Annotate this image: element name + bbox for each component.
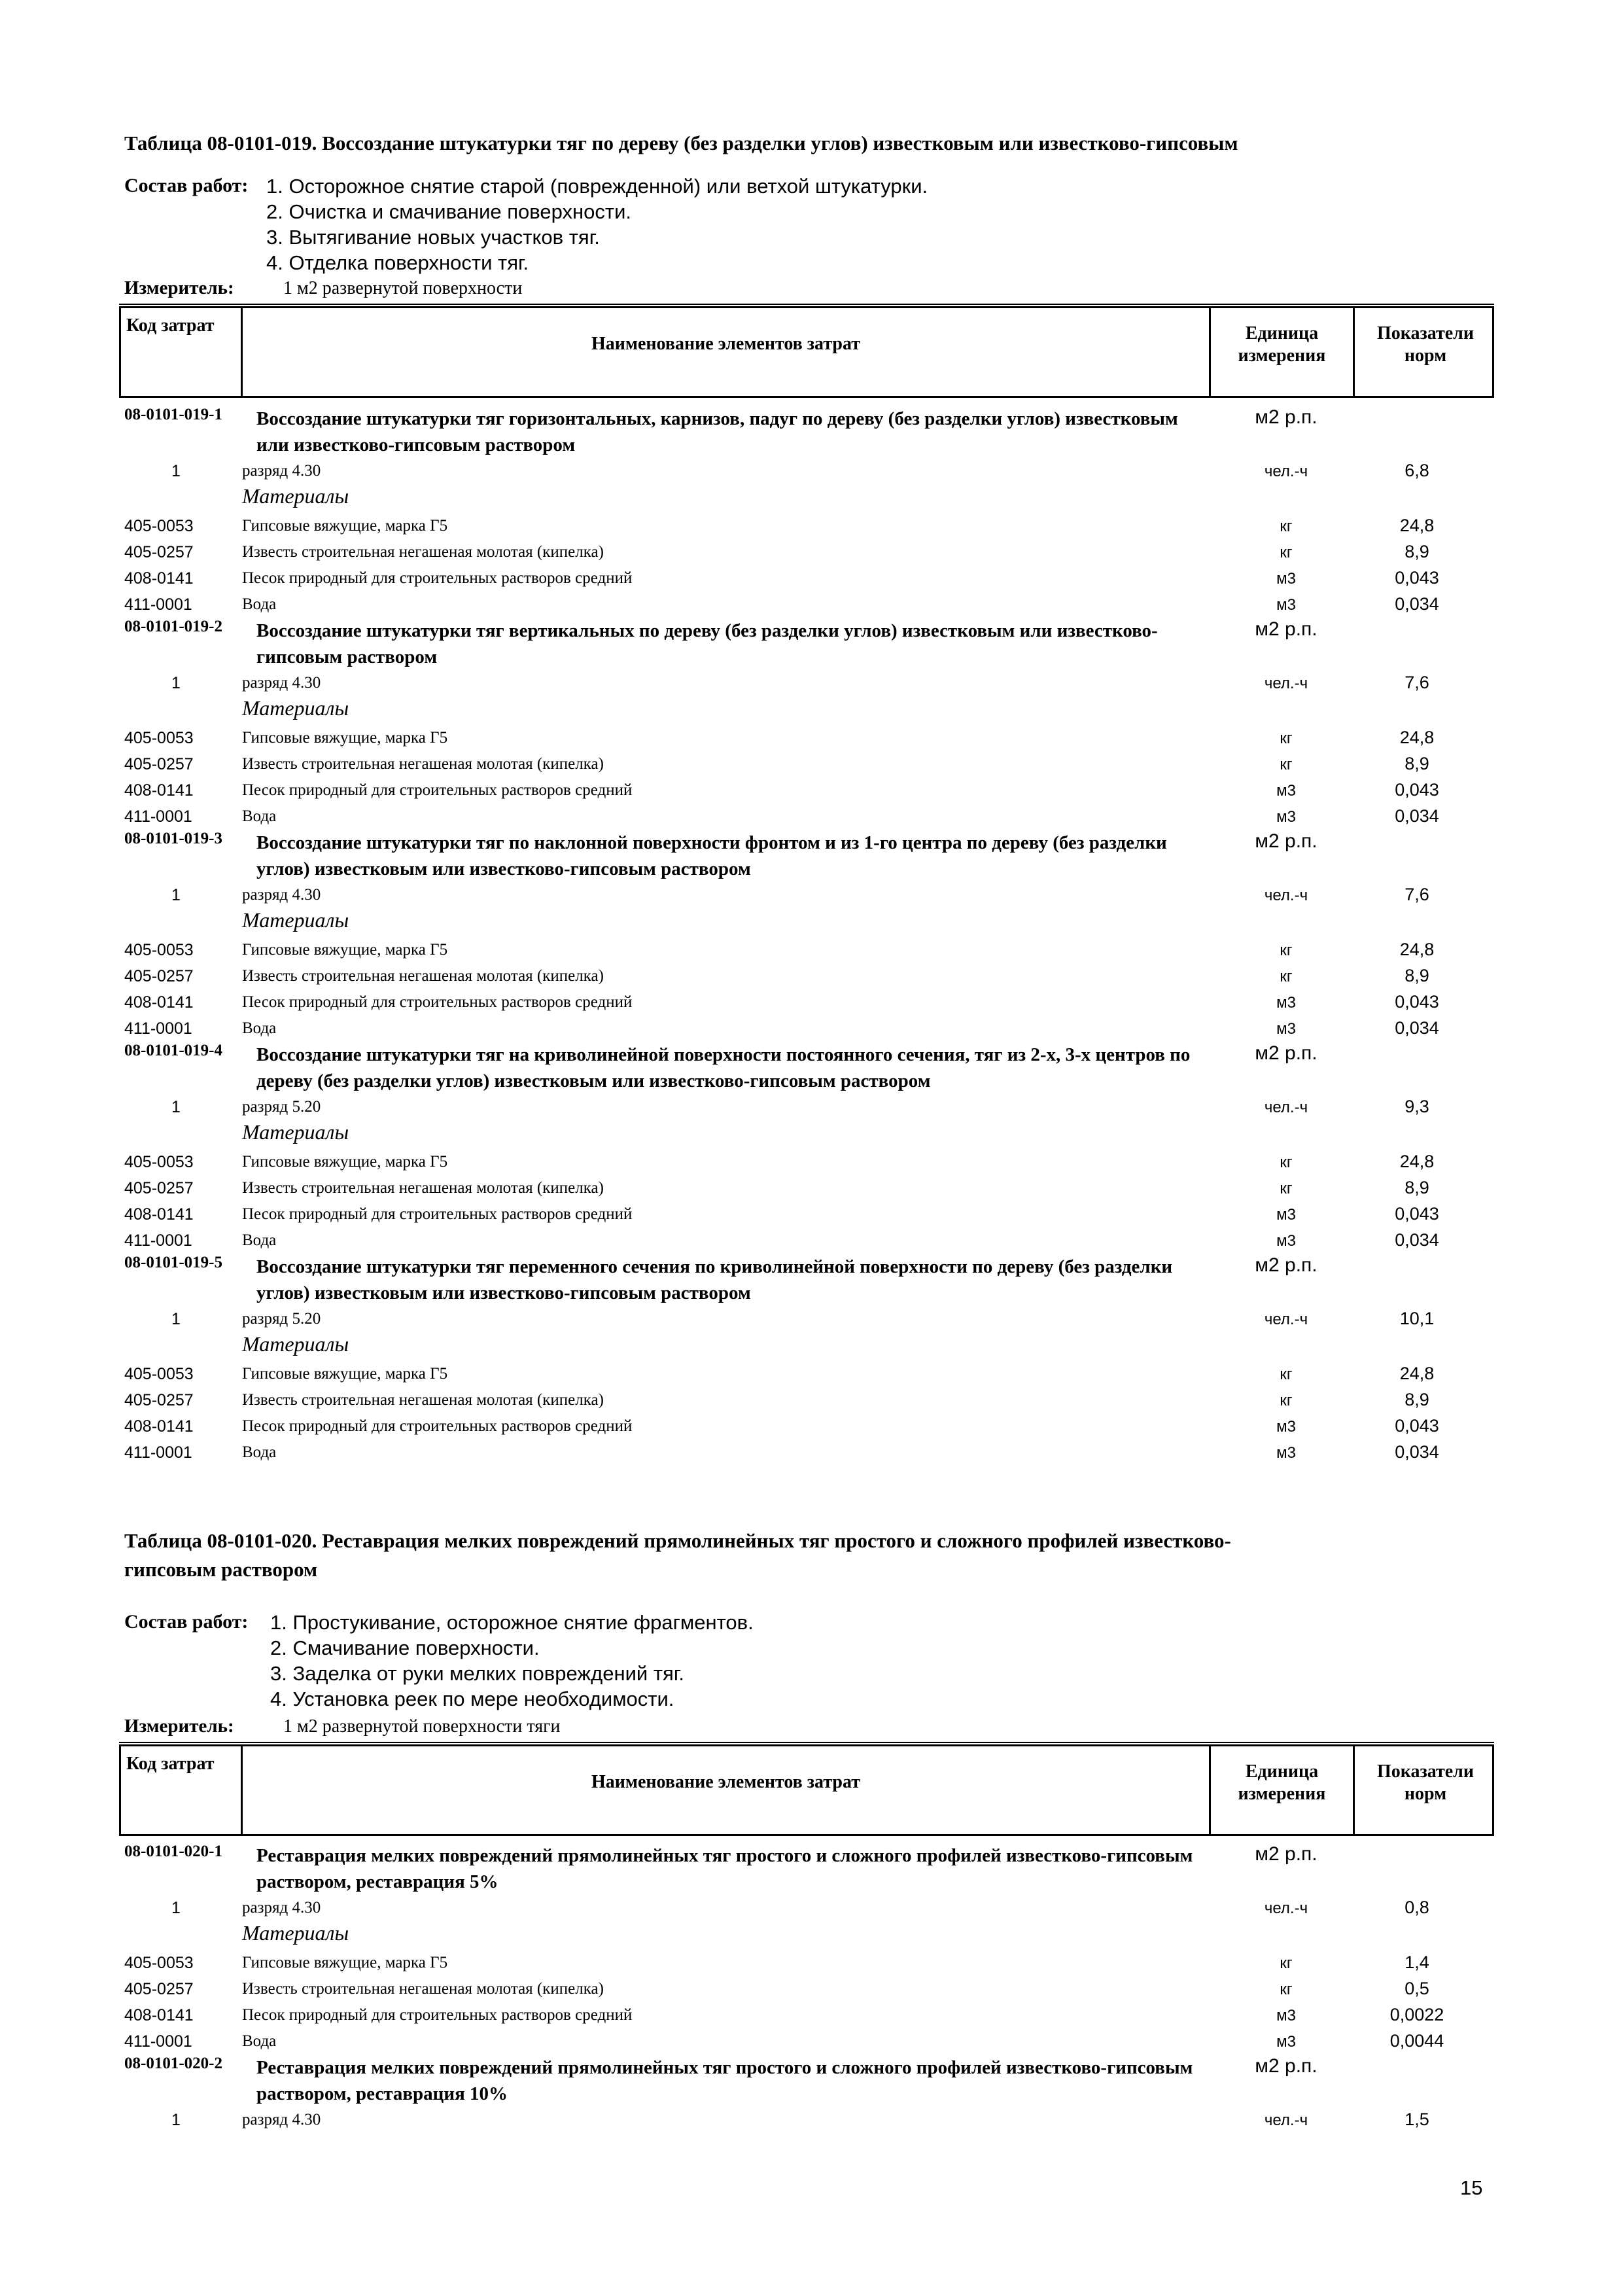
row-name: разряд 4.30: [242, 886, 321, 904]
table-row: [0, 1975, 1623, 2001]
row-name: Известь строительная негашеная молотая (кипелка): [242, 1391, 604, 1409]
norm-heading-row: [0, 1841, 1623, 1894]
row-code: 08-0101-019-1: [124, 406, 222, 423]
table-row: [0, 590, 1623, 616]
row-code: 1: [171, 2111, 181, 2129]
row-name: Гипсовые вяжущие, марка Г5: [242, 941, 448, 959]
row-name: Материалы: [242, 1921, 349, 1945]
norm-heading-row: [0, 2053, 1623, 2106]
header-unit-text: Единица: [1245, 323, 1319, 344]
row-value: 0,5: [1405, 1979, 1429, 1998]
row-code: 08-0101-019-5: [124, 1254, 222, 1271]
row-value: 0,034: [1395, 1018, 1439, 1038]
row-unit: м3: [1276, 2033, 1296, 2051]
table-row: [0, 512, 1623, 538]
row-code: 405-0053: [124, 517, 194, 535]
row-name: Песок природный для строительных растворов средний: [242, 1417, 633, 1435]
table-row: [0, 988, 1623, 1014]
row-code: 408-0141: [124, 781, 194, 800]
row-name: Гипсовые вяжущие, марка Г5: [242, 1365, 448, 1383]
row-code: 408-0141: [124, 569, 194, 588]
table-row: [0, 962, 1623, 988]
row-unit: м3: [1276, 782, 1296, 800]
table-row: [0, 881, 1623, 907]
row-name: Реставрация мелких повреждений прямолинейных тяг простого и сложного профилей известково-гипсовым раствором, реставрация 5%: [256, 1845, 1193, 1892]
work-composition-label: Состав работ:: [124, 1611, 249, 1633]
table-row: [0, 1412, 1623, 1438]
row-unit: м2 р.п.: [1255, 618, 1318, 640]
page-number: 15: [1460, 2176, 1483, 2199]
row-code: 405-0053: [124, 941, 194, 959]
measure-underline: [119, 1742, 1494, 1743]
row-code: 1: [171, 462, 181, 480]
table-row: [0, 936, 1623, 962]
table-title-line: Таблица 08-0101-020. Реставрация мелких повреждений прямолинейных тяг простого и сложного профилей известково-: [124, 1529, 1231, 1552]
row-unit: м2 р.п.: [1255, 1843, 1318, 1865]
header-name-text: Наименование элементов затрат: [591, 1772, 861, 1792]
table-row: [0, 1148, 1623, 1174]
row-name: Известь строительная негашеная молотая (кипелка): [242, 1980, 604, 1998]
work-step: 1. Осторожное снятие старой (поврежденной) или ветхой штукатурки.: [266, 175, 928, 198]
table-row: [0, 2027, 1623, 2053]
table-title-line: Таблица 08-0101-019. Воссоздание штукатурки тяг по дереву (без разделки углов) известковым или известково-гипсовым: [124, 132, 1238, 154]
row-code: 411-0001: [124, 1231, 192, 1250]
row-name: разряд 5.20: [242, 1098, 321, 1116]
row-name: Гипсовые вяжущие, марка Г5: [242, 729, 448, 747]
measure-label: Измеритель:: [124, 1716, 234, 1737]
row-unit: м3: [1276, 570, 1296, 588]
row-code: 08-0101-020-1: [124, 1843, 222, 1860]
row-code: 08-0101-019-2: [124, 618, 222, 635]
row-value: 24,8: [1399, 940, 1435, 959]
row-value: 8,9: [1405, 1390, 1429, 1409]
row-code: 408-0141: [124, 2006, 194, 2024]
row-value: 8,9: [1405, 542, 1429, 561]
header-norm-text: Показатели: [1376, 1761, 1475, 1782]
row-name: Воссоздание штукатурки тяг переменного сечения по криволинейной поверхности по дереву (без разделки углов) известковым или известково-гипсовым раствором: [256, 1256, 1173, 1303]
table-header: [119, 1744, 1494, 1836]
materials-subheading: [0, 1119, 1623, 1148]
row-unit: чел.-ч: [1264, 2111, 1308, 2129]
work-step: 4. Отделка поверхности тяг.: [266, 251, 529, 274]
row-unit: кг: [1280, 518, 1293, 535]
row-unit: м3: [1276, 2007, 1296, 2024]
row-unit: м3: [1276, 994, 1296, 1012]
table-row: [0, 669, 1623, 695]
header-norm-text: норм: [1404, 345, 1447, 366]
row-unit: кг: [1280, 756, 1293, 773]
row-code: 08-0101-020-2: [124, 2055, 222, 2072]
row-name: Гипсовые вяжущие, марка Г5: [242, 1153, 448, 1171]
row-unit: кг: [1280, 1154, 1293, 1171]
table-header: [119, 306, 1494, 398]
row-name: Гипсовые вяжущие, марка Г5: [242, 1954, 448, 1971]
materials-subheading: [0, 907, 1623, 936]
row-unit: кг: [1280, 1366, 1293, 1383]
row-value: 10,1: [1399, 1309, 1435, 1328]
table-row: [0, 457, 1623, 483]
row-value: 0,043: [1395, 1204, 1439, 1224]
row-name: Песок природный для строительных растворов средний: [242, 2006, 633, 2024]
header-unit-text: измерения: [1238, 345, 1326, 366]
norm-heading-row: [0, 1252, 1623, 1305]
table-row: [0, 776, 1623, 802]
work-step: 2. Смачивание поверхности.: [270, 1636, 540, 1659]
row-value: 24,8: [1399, 516, 1435, 535]
row-name: разряд 4.30: [242, 1899, 321, 1916]
header-norm-text: Показатели: [1376, 323, 1475, 344]
table-row: [0, 1093, 1623, 1119]
header-name: [243, 1746, 1211, 1834]
materials-subheading: [0, 483, 1623, 512]
row-name: Песок природный для строительных растворов средний: [242, 781, 633, 799]
row-unit: м2 р.п.: [1255, 1042, 1318, 1064]
row-name: Известь строительная негашеная молотая (кипелка): [242, 755, 604, 773]
header-unit: [1211, 308, 1355, 396]
row-code: 1: [171, 1899, 181, 1917]
row-name: Материалы: [242, 1120, 349, 1144]
table-row: [0, 1014, 1623, 1040]
row-code: 08-0101-019-4: [124, 1042, 222, 1059]
row-name: Песок природный для строительных растворов средний: [242, 569, 633, 587]
row-code: 411-0001: [124, 2032, 192, 2051]
table-row: [0, 1438, 1623, 1464]
row-value: 0,043: [1395, 780, 1439, 800]
row-name: Вода: [242, 1019, 277, 1037]
row-code: 405-0053: [124, 729, 194, 747]
row-value: 0,034: [1395, 594, 1439, 614]
work-step: 1. Простукивание, осторожное снятие фрагментов.: [270, 1611, 754, 1634]
row-value: 24,8: [1399, 728, 1435, 747]
row-name: Песок природный для строительных растворов средний: [242, 993, 633, 1011]
row-unit: кг: [1280, 1981, 1293, 1998]
table-row: [0, 724, 1623, 750]
header-code-text: Код затрат: [126, 1754, 215, 1774]
row-code: 408-0141: [124, 1417, 194, 1436]
table-row: [0, 1305, 1623, 1331]
row-unit: чел.-ч: [1264, 1099, 1308, 1116]
row-value: 0,8: [1405, 1898, 1429, 1917]
row-name: разряд 4.30: [242, 2111, 321, 2128]
row-value: 8,9: [1405, 754, 1429, 773]
row-value: 0,034: [1395, 1442, 1439, 1462]
row-name: Вода: [242, 807, 277, 825]
row-value: 0,0044: [1389, 2031, 1444, 2051]
row-name: Вода: [242, 2032, 277, 2050]
header-name-text: Наименование элементов затрат: [591, 334, 861, 354]
table-row: [0, 1226, 1623, 1252]
materials-subheading: [0, 1920, 1623, 1949]
row-unit: м3: [1276, 1020, 1296, 1038]
row-name: разряд 5.20: [242, 1310, 321, 1328]
row-code: 405-0257: [124, 1980, 194, 1998]
row-value: 6,8: [1405, 461, 1429, 480]
table-row: [0, 1360, 1623, 1386]
work-step: 3. Заделка от руки мелких повреждений тяг.: [270, 1662, 684, 1685]
row-unit: кг: [1280, 730, 1293, 747]
row-value: 8,9: [1405, 1178, 1429, 1197]
header-norm: [1355, 1746, 1496, 1834]
norm-heading-row: [0, 828, 1623, 881]
row-value: 0,043: [1395, 568, 1439, 588]
row-code: 405-0257: [124, 755, 194, 773]
row-value: 8,9: [1405, 966, 1429, 985]
row-unit: кг: [1280, 968, 1293, 985]
table-row: [0, 1386, 1623, 1412]
measure-underline: [119, 304, 1494, 305]
work-step: 2. Очистка и смачивание поверхности.: [266, 200, 632, 223]
row-unit: кг: [1280, 1392, 1293, 1409]
table-row: [0, 1894, 1623, 1920]
row-unit: м2 р.п.: [1255, 1254, 1318, 1276]
row-name: Известь строительная негашеная молотая (кипелка): [242, 543, 604, 561]
work-step: 3. Вытягивание новых участков тяг.: [266, 226, 600, 249]
row-value: 1,5: [1405, 2110, 1429, 2129]
norm-heading-row: [0, 404, 1623, 457]
norm-heading-row: [0, 1040, 1623, 1093]
row-unit: чел.-ч: [1264, 887, 1308, 904]
row-unit: м3: [1276, 1444, 1296, 1462]
row-code: 1: [171, 886, 181, 904]
row-unit: м2 р.п.: [1255, 830, 1318, 852]
row-value: 7,6: [1405, 673, 1429, 692]
row-name: Воссоздание штукатурки тяг на криволинейной поверхности постоянного сечения, тяг из 2-х, 3-х центров по дереву (без разделки углов) известковым или известково-гипсовым раствором: [256, 1044, 1191, 1091]
row-code: 411-0001: [124, 595, 192, 614]
row-name: Материалы: [242, 696, 349, 720]
row-name: Вода: [242, 595, 277, 613]
row-unit: кг: [1280, 1180, 1293, 1197]
row-code: 1: [171, 1098, 181, 1116]
row-value: 0,0022: [1389, 2005, 1444, 2024]
materials-subheading: [0, 695, 1623, 724]
row-value: 7,6: [1405, 885, 1429, 904]
row-code: 1: [171, 1310, 181, 1328]
row-name: Гипсовые вяжущие, марка Г5: [242, 517, 448, 535]
row-code: 411-0001: [124, 807, 192, 826]
measure-value: 1 м2 развернутой поверхности: [283, 278, 523, 298]
work-composition-label: Состав работ:: [124, 175, 249, 196]
row-value: 0,043: [1395, 1416, 1439, 1436]
header-unit: [1211, 1746, 1355, 1834]
row-name: разряд 4.30: [242, 674, 321, 692]
row-unit: кг: [1280, 942, 1293, 959]
measure-value: 1 м2 развернутой поверхности тяги: [283, 1716, 561, 1737]
header-norm: [1355, 308, 1496, 396]
row-name: Материалы: [242, 908, 349, 932]
row-code: 408-0141: [124, 993, 194, 1012]
table-row: [0, 802, 1623, 828]
row-name: Песок природный для строительных растворов средний: [242, 1205, 633, 1223]
row-value: 24,8: [1399, 1364, 1435, 1383]
row-name: разряд 4.30: [242, 462, 321, 480]
table-title-line: гипсовым раствором: [124, 1558, 318, 1581]
table-row: [0, 1200, 1623, 1226]
row-value: 0,034: [1395, 806, 1439, 826]
table-row: [0, 750, 1623, 776]
row-name: Реставрация мелких повреждений прямолинейных тяг простого и сложного профилей известково-гипсовым раствором, реставрация 10%: [256, 2057, 1193, 2104]
table-row: [0, 1949, 1623, 1975]
row-name: Воссоздание штукатурки тяг горизонтальных, карнизов, падуг по дереву (без разделки углов) известковым или известково-гипсовым раствором: [256, 408, 1178, 455]
row-name: Материалы: [242, 1332, 349, 1356]
row-value: 0,034: [1395, 1230, 1439, 1250]
row-unit: чел.-ч: [1264, 1899, 1308, 1917]
row-code: 411-0001: [124, 1443, 192, 1462]
header-unit-text: измерения: [1238, 1784, 1326, 1804]
row-code: 405-0053: [124, 1365, 194, 1383]
row-name: Воссоздание штукатурки тяг вертикальных по дереву (без разделки углов) известковым или известково-гипсовым раствором: [256, 620, 1158, 667]
header-code: [121, 308, 243, 396]
row-code: 411-0001: [124, 1019, 192, 1038]
row-unit: м3: [1276, 1206, 1296, 1224]
row-code: 405-0257: [124, 543, 194, 561]
header-norm-text: норм: [1404, 1784, 1447, 1804]
row-name: Вода: [242, 1231, 277, 1249]
table-row: [0, 1174, 1623, 1200]
row-unit: чел.-ч: [1264, 463, 1308, 480]
table-row: [0, 538, 1623, 564]
row-code: 408-0141: [124, 1205, 194, 1224]
row-code: 405-0257: [124, 967, 194, 985]
row-name: Материалы: [242, 484, 349, 508]
row-unit: м3: [1276, 808, 1296, 826]
row-unit: кг: [1280, 1954, 1293, 1972]
header-code: [121, 1746, 243, 1834]
materials-subheading: [0, 1331, 1623, 1360]
header-name: [243, 308, 1211, 396]
work-step: 4. Установка реек по мере необходимости.: [270, 1687, 674, 1710]
norm-heading-row: [0, 616, 1623, 669]
row-unit: м3: [1276, 1418, 1296, 1436]
row-code: 1: [171, 674, 181, 692]
row-code: 08-0101-019-3: [124, 830, 222, 847]
measure-label: Измеритель:: [124, 277, 234, 298]
header-unit-text: Единица: [1245, 1761, 1319, 1782]
table-row: [0, 2106, 1623, 2132]
row-name: Известь строительная негашеная молотая (кипелка): [242, 1179, 604, 1197]
table-row: [0, 2001, 1623, 2027]
row-code: 405-0257: [124, 1179, 194, 1197]
row-unit: чел.-ч: [1264, 675, 1308, 692]
row-value: 1,4: [1405, 1952, 1429, 1972]
header-code-text: Код затрат: [126, 315, 215, 336]
row-value: 0,043: [1395, 992, 1439, 1012]
row-code: 405-0053: [124, 1153, 194, 1171]
row-unit: чел.-ч: [1264, 1311, 1308, 1328]
row-unit: м3: [1276, 1232, 1296, 1250]
row-name: Известь строительная негашеная молотая (кипелка): [242, 967, 604, 985]
row-unit: м3: [1276, 596, 1296, 614]
row-unit: м2 р.п.: [1255, 2055, 1318, 2077]
row-unit: м2 р.п.: [1255, 406, 1318, 428]
row-code: 405-0257: [124, 1391, 194, 1409]
row-code: 405-0053: [124, 1954, 194, 1972]
table-row: [0, 564, 1623, 590]
row-name: Вода: [242, 1443, 277, 1461]
row-value: 24,8: [1399, 1152, 1435, 1171]
row-name: Воссоздание штукатурки тяг по наклонной поверхности фронтом и из 1-го центра по дереву (без разделки углов) известковым или известково-гипсовым раствором: [256, 832, 1167, 879]
row-unit: кг: [1280, 544, 1293, 561]
row-value: 9,3: [1405, 1097, 1429, 1116]
